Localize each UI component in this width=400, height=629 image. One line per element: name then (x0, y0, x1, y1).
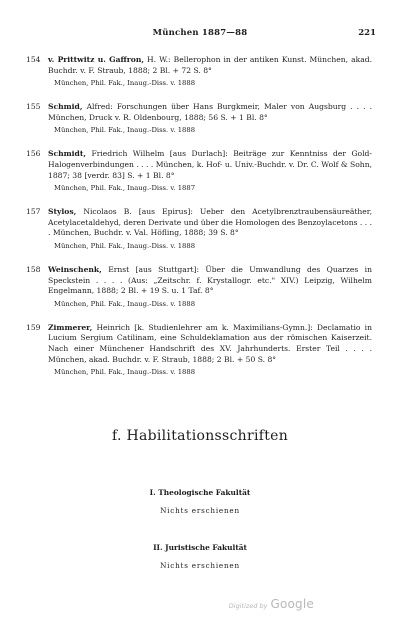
watermark-digitized-text: Digitized by (228, 602, 268, 610)
bibliography-entry (0, 149, 400, 193)
faculty-status-law: Nichts erschienen (160, 561, 240, 570)
entry-text (48, 207, 372, 239)
entry-author: Schmid, (48, 102, 83, 112)
bibliography-entry (0, 102, 400, 135)
entry-number: 154 (26, 55, 41, 64)
entry-author: Weinschenk, (48, 264, 102, 274)
entry-text (48, 265, 372, 297)
bibliography-entry (0, 265, 400, 309)
entry-meta: München, Phil. Fak., Inaug.-Diss. v. 1888 (54, 79, 196, 88)
entry-text (48, 55, 372, 76)
entry-meta: München, Phil. Fak., Inaug.-Diss. v. 1888 (54, 299, 196, 308)
entry-meta: München, Phil. Fak., Inaug.-Diss. v. 1888 (54, 368, 196, 377)
entry-body: Friedrich Wilhelm [aus Durlach]: Beiträge zur Kenntniss der Gold-Halogenverbindungen . . . . München, k. Hof- u. Univ.-Buchdr. v. Dr. C. Wolf & Sohn, 1887; 38 [verdr. 83] S. + 1 Bl. 8° (48, 149, 372, 180)
bibliography-list (0, 55, 400, 391)
entry-body: Alfred: Forschungen über Hans Burgkmeir, Maler von Augsburg . . . . München, Druck v. R. Oldenbourg, 1888; 56 S. + 1 Bl. 8° (48, 102, 372, 122)
entry-text (48, 102, 372, 123)
entry-body: Nicolaos B. [aus Epirus]: Ueber den Acetylbrenztraubensäureäther, Acetylacetaldehyd, deren Derivate und über die Homologen des Benzoylacetons . . . . München, Buchdr. v. Val. Höfling, 1888; 39 S. 8° (48, 207, 372, 238)
entry-body: Heinrich [k. Studienlehrer am k. Maximilians-Gymn.]: Declamatio in Lucium Sergium Catilinam, eine Schuldeklamation aus der römischen Kaiserzeit. Nach einer Münchener Handschrift des XV. Jahrhunderts. Erster Teil . . . . München, akad. Buchdr. v. F. Straub, 1888; 2 Bl. + 50 S. 8° (48, 322, 372, 364)
page-header (24, 28, 376, 42)
entry-meta: München, Phil. Fak., Inaug.-Diss. v. 1887 (54, 184, 196, 193)
entry-number: 156 (26, 149, 41, 159)
bibliography-entry (0, 207, 400, 251)
entry-body: H. W.: Bellerophon in der antiken Kunst. München, akad. Buchdr. v. F. Straub, 1888; 2 Bl. + 72 S. 8° (48, 55, 372, 75)
entry-author: Zimmerer, (48, 322, 93, 332)
entry-text (48, 323, 372, 365)
entry-author: Stylos, (48, 207, 77, 217)
faculty-heading-law: II. Juristische Fakultät (153, 543, 247, 552)
google-logo-text: Google (270, 597, 314, 611)
page-number: 221 (358, 28, 376, 38)
entry-author: v. Prittwitz u. Gaffron, (48, 55, 144, 64)
entry-meta: München, Phil. Fak., Inaug.-Diss. v. 1888 (54, 126, 196, 135)
entry-number: 155 (26, 102, 41, 112)
entry-number: 158 (26, 264, 41, 274)
entry-body: Ernst [aus Stuttgart]: Über die Umwandlung des Quarzes in Speckstein . . . . (Aus: „Zeitschr. f. Krystallogr. etc." XIV.) Leipzig, Wilhelm Engelmann, 1888; 2 Bl. + 19 S. u. 1 Taf. 8° (48, 264, 372, 296)
bibliography-entry (0, 323, 400, 377)
bibliography-entry (0, 55, 400, 88)
faculty-heading-theology: I. Theologische Fakultät (149, 488, 251, 497)
entry-text (48, 149, 372, 181)
entry-number: 157 (26, 207, 41, 217)
entry-meta: München, Phil. Fak., Inaug.-Diss. v. 1888 (54, 241, 196, 250)
running-title: München 1887—88 (152, 28, 248, 38)
entry-number: 159 (26, 322, 41, 332)
faculty-status-theology: Nichts erschienen (160, 506, 240, 515)
google-watermark (229, 597, 314, 611)
entry-author: Schmidt, (48, 149, 87, 159)
section-heading: f. Habilitationsschriften (111, 428, 289, 444)
